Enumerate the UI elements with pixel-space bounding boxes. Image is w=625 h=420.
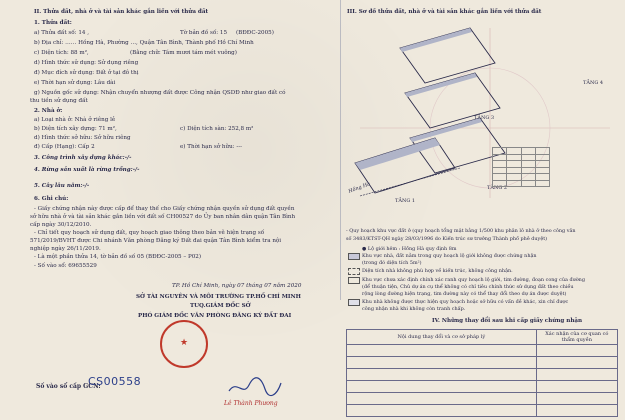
table-row: [347, 369, 618, 381]
table-row: [347, 381, 618, 393]
address: b) Địa chỉ: …… Hồng Hà, Phường …, Quận Tân Bình, Thành phố Hồ Chí Minh: [34, 40, 254, 46]
col-authority-confirm: Xác nhận của cơ quan có thẩm quyền: [536, 330, 617, 345]
note-line3: cấp ngày 30/12/2010.: [30, 222, 92, 228]
official-seal: ★: [160, 320, 208, 368]
signature-scribble: [225, 375, 285, 399]
authority-line1: SỞ TÀI NGUYÊN VÀ MÔI TRƯỜNG TP.HỒ CHÍ MINH: [136, 294, 301, 300]
plan-note7: Khu vực chưa xác định chính xác ranh quy hoạch lộ giới, tim đường, đoạn cong của đường: [362, 277, 585, 283]
area: c) Diện tích: 88 m²,: [34, 50, 89, 56]
note-line5: 571/2019/BVHT được Chi nhánh Văn phòng Đăng ký Đất đai quận Tân Bình kiểm tra nội: [30, 238, 282, 244]
plan-note5: (trong đó diện tích 5m²): [362, 260, 422, 266]
table-row: [347, 357, 618, 369]
term: e) Thời hạn sử dụng: Lâu dài: [34, 80, 116, 86]
plan-note6: Diện tích nhà không phù hợp về kiến trúc, không công nhận.: [362, 268, 513, 274]
legend-swatch-4: [348, 299, 360, 306]
gcn-label: Số vào sổ cấp GCN:: [36, 383, 101, 390]
street-label: Hồng Hà: [347, 181, 372, 195]
map-code: (BĐĐC-2005): [236, 30, 274, 36]
land-heading: 1. Thửa đất:: [34, 20, 72, 26]
note-line4: - Chỉ tiết quy hoạch sử dụng đất, quy hoạch giao thông theo bản vẽ hiện trạng số: [34, 230, 265, 236]
note-line1: - Giấy chứng nhận này được cấp để thay thế cho Giấy chứng nhận quyền sử dụng đất quyền: [34, 206, 295, 212]
plan-note9: rộng lòng đường hiện trạng, tim đường này có thể thay đổi theo dự án được duyệt): [362, 291, 567, 297]
item-3: 3. Công trình xây dựng khác:-/-: [34, 155, 132, 161]
floor-area: c) Diện tích sàn: 252,8 m²: [180, 126, 254, 132]
area-words: (Bằng chữ: Tám mươi tám mét vuông): [130, 50, 237, 56]
item-5: 5. Cây lâu năm:-/-: [34, 183, 90, 189]
map-sheet: Tờ bản đồ số: 15: [180, 30, 228, 36]
section-iv-title: IV. Những thay đổi sau khi cấp giấy chứng nhận: [432, 318, 583, 324]
ownership: d) Hình thức sở hữu: Sở hữu riêng: [34, 135, 131, 141]
label-floor1: TẦNG 1: [395, 198, 416, 204]
road-boundary: [360, 168, 460, 196]
plan-note1: - Quy hoạch khu vực đất ở (quy hoạch tổng mặt bằng 1/500 khu phân lô nhà ở theo công văn: [346, 228, 576, 234]
item-4: 4. Rừng sản xuất là rừng trồng:-/-: [34, 167, 140, 173]
plan-note11: công nhận nhà khi không còn tranh chấp.: [362, 306, 466, 312]
house-type: a) Loại nhà ở: Nhà ở riêng lẻ: [34, 117, 116, 123]
section-ii-title: II. Thửa đất, nhà ở và tài sản khác gắn liền với thửa đất: [34, 9, 209, 15]
house-heading: 2. Nhà ở:: [34, 108, 63, 114]
authority-line3: PHÓ GIÁM ĐỐC VĂN PHÒNG ĐĂNG KÝ ĐẤT ĐAI: [138, 313, 292, 319]
build-area: b) Diện tích xây dựng: 71 m²,: [34, 126, 117, 132]
note-line7: - Là một phần thửa 14, tờ bản đồ số 05 (BĐĐC-2005 – P02): [34, 254, 202, 260]
plan-note10: Khu nhà không được thực hiện quy hoạch hoặc sở hữu có vấn đề khác, xin chỉ được: [362, 299, 569, 305]
plan-note4: Khu vực nhà, đất nằm trong quy hoạch lộ giới không được chứng nhận: [362, 253, 537, 259]
legend-swatch-1: [348, 253, 360, 260]
own-term: e) Thời hạn sở hữu: ---: [180, 144, 243, 150]
site-diagram: [340, 18, 620, 208]
changes-table: [346, 329, 618, 417]
grade: đ) Cấp (Hạng): Cấp 2: [34, 144, 95, 150]
table-row: [347, 345, 618, 357]
signer-name: Lê Thành Phương: [224, 400, 278, 407]
plan-note8: (để thuận tiện, Chủ dự án cụ thể không có chỉ tiêu chính thức sử dụng đất theo chiều: [362, 284, 574, 290]
note-line6: nghiệp ngày 26/11/2019.: [30, 246, 101, 252]
use-form: d) Hình thức sử dụng: Sử dụng riêng: [34, 60, 139, 66]
col-change-content: Nội dung thay đổi và cơ sở pháp lý: [347, 330, 537, 345]
gcn-number: CS00558: [88, 375, 142, 388]
table-row: [347, 405, 618, 417]
origin-line2: thu tiền sử dụng đất: [30, 98, 88, 104]
parcel-number: a) Thửa đất số: 14 ,: [34, 30, 90, 36]
label-floor2: TẦNG 2: [487, 185, 508, 191]
changes-table-header: [347, 330, 618, 345]
coordinate-table: [492, 147, 550, 187]
label-floor3: TẦNG 3: [474, 115, 495, 121]
signature: [225, 375, 285, 403]
table-row: [347, 393, 618, 405]
note-line2: sở hữu nhà ở và tài sản khác gắn liền với đất số CH00527 do Ủy ban nhân dân quận Tân Bình: [30, 214, 296, 220]
plan-note2: số 3483/KTST-QH ngày 28/03/1996 do Kiến trúc sư trưởng Thành phố phê duyệt): [346, 236, 548, 242]
floor-plan-4: [400, 28, 495, 83]
authority-line2: TUQ.GIÁM ĐỐC SỞ: [190, 303, 251, 309]
origin-line1: g) Nguồn gốc sử dụng: Nhận chuyển nhượng đất được Công nhận QSDĐ như giao đất có: [34, 90, 286, 96]
issue-date: TP. Hồ Chí Minh, ngày 07 tháng 07 năm 2020: [172, 283, 302, 289]
item-6: 6. Ghi chú:: [34, 196, 69, 202]
note-line8: - Số vào sổ: 69655529: [34, 263, 97, 269]
label-floor4: TẦNG 4: [583, 80, 604, 86]
legend-swatch-2: [348, 268, 360, 275]
purpose: đ) Mục đích sử dụng: Đất ở tại đô thị: [34, 70, 139, 76]
plan-note3: ● Lộ giới hẻm : Hồng Hà quy định 8m: [362, 246, 457, 252]
section-iii-title: III. Sơ đồ thửa đất, nhà ở và tài sản khác gắn liền với thửa đất: [347, 9, 542, 15]
legend-swatch-3: [348, 277, 360, 284]
